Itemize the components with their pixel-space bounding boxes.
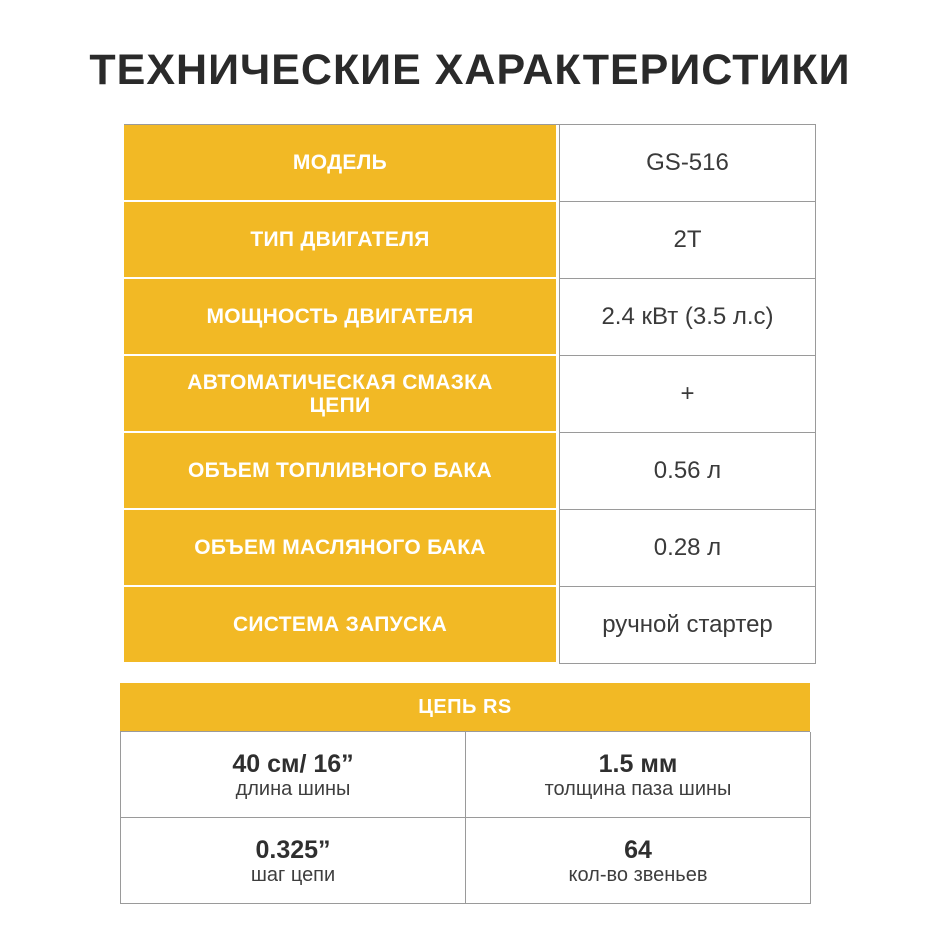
spec-value: 2.4 кВт (3.5 л.с)	[559, 279, 816, 356]
chain-cell-chain-pitch	[121, 818, 466, 904]
chain-cell-link-count	[466, 818, 811, 904]
spec-label: ОБЪЕМ МАСЛЯНОГО БАКА	[124, 510, 556, 585]
spec-value: +	[559, 356, 816, 433]
chain-header: ЦЕПЬ RS	[120, 683, 810, 731]
spec-label: МОДЕЛЬ	[124, 125, 556, 200]
spec-value: 0.28 л	[559, 510, 816, 587]
spec-row-start-system	[124, 587, 816, 662]
chain-cell-bar-length	[121, 732, 466, 818]
spec-row-engine-type	[124, 202, 816, 279]
spec-value: 2Т	[559, 202, 816, 279]
spec-row-fuel-tank	[124, 433, 816, 510]
chain-caption: толщина паза шины	[544, 777, 732, 800]
spec-label: ТИП ДВИГАТЕЛЯ	[124, 202, 556, 277]
spec-row-oil-tank	[124, 510, 816, 587]
chain-value: 64	[624, 835, 652, 864]
spec-label: ОБЪЕМ ТОПЛИВНОГО БАКА	[124, 433, 556, 508]
chain-value: 1.5 мм	[598, 749, 678, 778]
spec-table	[124, 124, 816, 662]
page-title: ТЕХНИЧЕСКИЕ ХАРАКТЕРИСТИКИ	[89, 46, 851, 94]
chain-caption: шаг цепи	[250, 863, 336, 886]
spec-row-auto-lubrication	[124, 356, 816, 433]
spec-value: 0.56 л	[559, 433, 816, 510]
spec-value: GS-516	[559, 125, 816, 202]
chain-value: 0.325”	[255, 835, 331, 864]
spec-row-engine-power	[124, 279, 816, 356]
spec-label: АВТОМАТИЧЕСКАЯ СМАЗКА ЦЕПИ	[124, 356, 556, 431]
spec-label: МОЩНОСТЬ ДВИГАТЕЛЯ	[124, 279, 556, 354]
chain-caption: длина шины	[235, 777, 351, 800]
chain-grid	[120, 731, 810, 904]
chain-value: 40 см/ 16”	[232, 749, 354, 778]
spec-row-model	[124, 125, 816, 202]
chain-cell-groove-width	[466, 732, 811, 818]
spec-label: СИСТЕМА ЗАПУСКА	[124, 587, 556, 662]
chain-section	[120, 683, 810, 904]
chain-caption: кол-во звеньев	[568, 863, 708, 886]
spec-value: ручной стартер	[559, 587, 816, 664]
